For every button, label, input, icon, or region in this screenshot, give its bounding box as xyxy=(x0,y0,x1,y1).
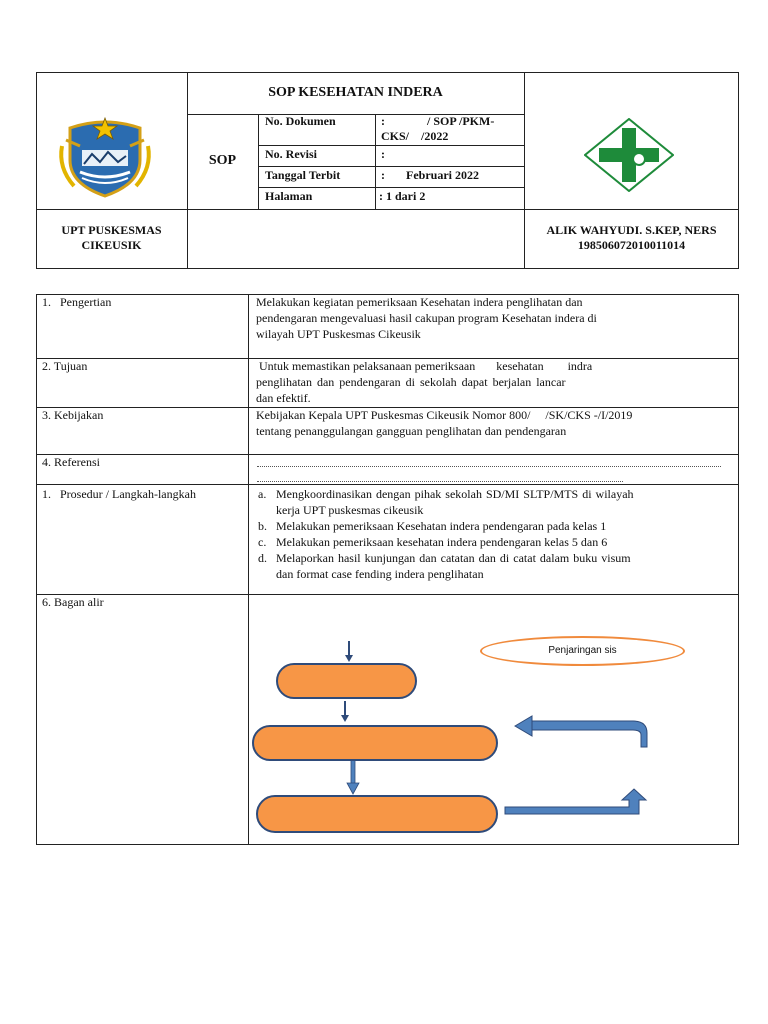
step-marker: d. xyxy=(258,551,267,565)
signer-nip: 198506072010011014 xyxy=(577,238,686,252)
tujuan-text: dan efektif. xyxy=(256,391,311,405)
step-text: kerja UPT puskesmas cikeusik xyxy=(276,503,424,517)
organization-name: UPT PUSKESMAS xyxy=(61,223,162,237)
referensi-label: 4. Referensi xyxy=(42,455,100,469)
header-divider xyxy=(258,145,524,146)
kebijakan-text: Kebijakan Kepala UPT Puskesmas Cikeusik Nomor 800/ /SK/CKS -/I/2019 xyxy=(256,408,633,422)
header-divider xyxy=(258,187,524,188)
bagan-alir-label: 6. Bagan alir xyxy=(42,595,104,609)
step-text: Melakukan pemeriksaan Kesehatan indera pendengaran pada kelas 1 xyxy=(276,519,607,533)
tujuan-text: Untuk memastikan pelaksanaan pemeriksaan kesehatan indra xyxy=(256,359,593,373)
doc-number-colon: : xyxy=(381,114,385,128)
issue-date-value: Februari 2022 xyxy=(406,168,479,182)
penjaringan-label: Penjaringan sis xyxy=(548,645,617,656)
document-title: SOP KESEHATAN INDERA xyxy=(268,85,443,100)
flowchart-step-3 xyxy=(256,795,498,833)
step-marker: b. xyxy=(258,519,267,533)
pengertian-label: 1. Pengertian xyxy=(42,295,112,309)
tujuan-text: penglihatan dan pendengaran di sekolah dapat berjalan lancar xyxy=(256,375,566,389)
prosedur-label: 1. Prosedur / Langkah-langkah xyxy=(42,487,196,501)
row-divider xyxy=(36,484,739,485)
pengertian-text: Melakukan kegiatan pemeriksaan Kesehatan indera penglihatan dan xyxy=(256,295,583,309)
step-text: Melaporkan hasil kunjungan dan catatan dan di catat dalam buku visum xyxy=(276,551,631,565)
pengertian-text: pendengaran mengevaluasi hasil cakupan program Kesehatan indera di xyxy=(256,311,597,325)
step-text: Melakukan pemeriksaan kesehatan indera pendengaran kelas 5 dan 6 xyxy=(276,535,608,549)
step-text: Mengkoordinasikan dengan pihak sekolah SD/MI SLTP/MTS di wilayah xyxy=(276,487,634,501)
flowchart-step-1 xyxy=(276,663,417,699)
revision-label: No. Revisi xyxy=(265,147,317,161)
kebijakan-label: 3. Kebijakan xyxy=(42,408,104,422)
issue-date-colon: : xyxy=(381,168,385,182)
regional-emblem-logo xyxy=(52,116,158,198)
header-divider xyxy=(375,114,376,209)
doc-number-label: No. Dokumen xyxy=(265,114,336,128)
step-marker: a. xyxy=(258,487,267,501)
referensi-placeholder-line xyxy=(257,466,721,467)
puskesmas-logo xyxy=(584,118,674,192)
pengertian-text: wilayah UPT Puskesmas Cikeusik xyxy=(256,327,421,341)
header-divider xyxy=(258,114,259,209)
page-value: : 1 dari 2 xyxy=(379,189,426,203)
kebijakan-text: tentang penanggulangan gangguan penglihatan dan pendengaran xyxy=(256,424,567,438)
flowchart-step-2 xyxy=(252,725,498,761)
revision-colon: : xyxy=(381,147,385,161)
header-divider xyxy=(187,72,188,269)
row-divider xyxy=(36,454,739,455)
step-marker: c. xyxy=(258,535,267,549)
signer-name: ALIK WAHYUDI. S.KEP, NERS xyxy=(546,223,717,237)
step-text: dan format case fending indera penglihatan xyxy=(276,567,484,581)
doc-number-value: / SOP /PKM- xyxy=(427,114,495,128)
header-divider xyxy=(36,209,739,210)
tujuan-label: 2. Tujuan xyxy=(42,359,88,373)
sop-label: SOP xyxy=(208,153,237,168)
doc-number-value-line2: CKS/ /2022 xyxy=(381,129,449,143)
page-label: Halaman xyxy=(265,189,313,203)
issue-date-label: Tanggal Terbit xyxy=(265,168,341,182)
organization-name-line2: CIKEUSIK xyxy=(81,238,142,252)
referensi-placeholder-line xyxy=(257,481,623,482)
header-divider xyxy=(258,166,524,167)
